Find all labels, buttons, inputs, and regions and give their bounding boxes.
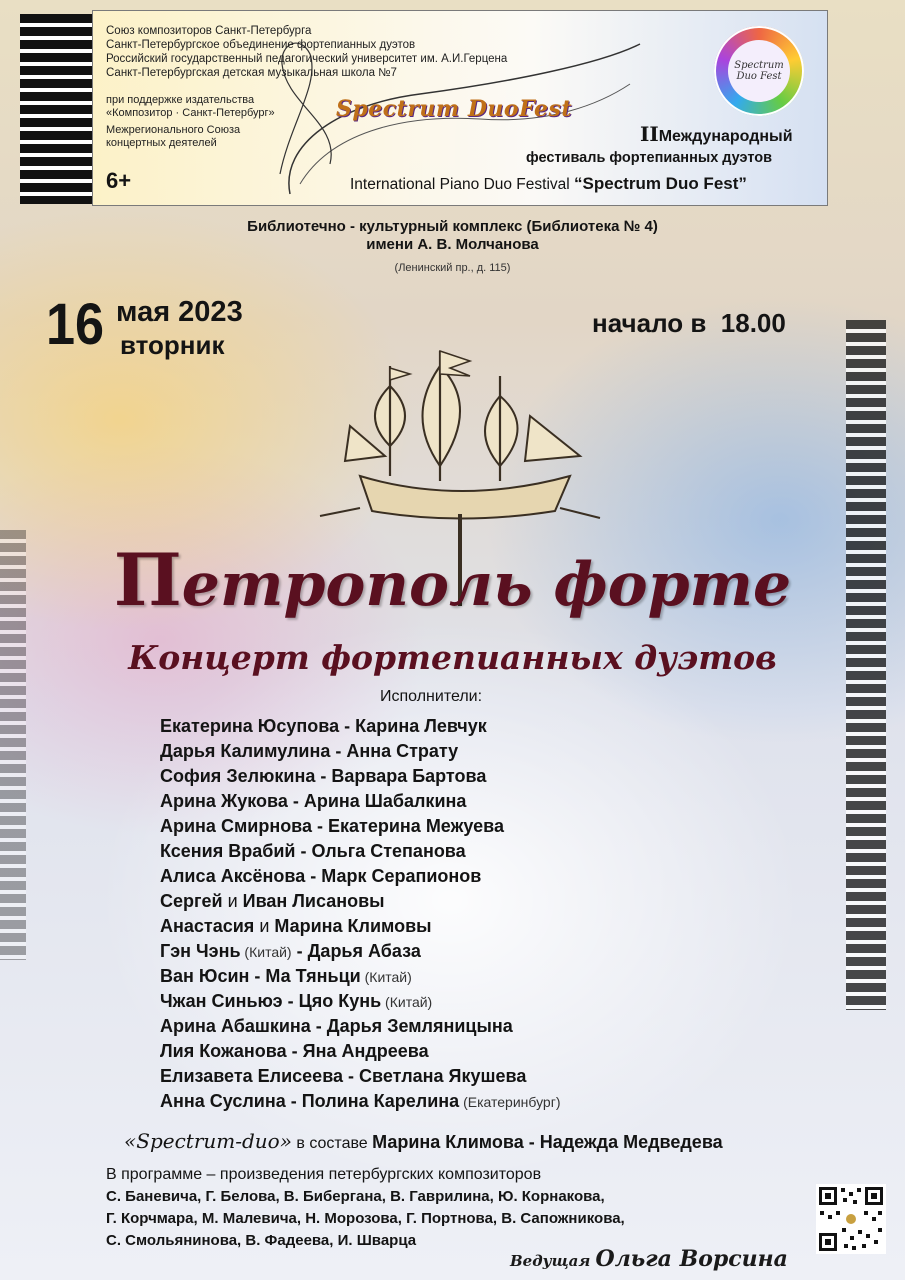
performer-part-conj: и	[222, 891, 243, 911]
performer-line	[160, 1064, 526, 1089]
performer-line	[160, 989, 432, 1014]
performer-part-conj: и	[254, 916, 275, 936]
performer-part-note: (Китай)	[360, 969, 412, 985]
performer-line	[160, 939, 421, 964]
badge-inner	[728, 40, 790, 102]
performer-line	[160, 814, 504, 839]
festival-logo-text: Spectrum DuoFest	[336, 96, 573, 122]
support-line: концертных деятелей	[106, 137, 217, 149]
venue-line1: Библиотечно - культурный комплекс (Библиотека № 4)	[247, 218, 658, 235]
performer-line	[160, 914, 432, 939]
start-time: начало в 18.00	[592, 308, 786, 338]
performers-label: Исполнители:	[380, 688, 483, 705]
performer-line	[160, 789, 466, 814]
festival-badge	[714, 26, 804, 116]
performer-line	[160, 964, 412, 989]
performer-line	[160, 864, 481, 889]
performer-part-a: Арина Смирнова - Екатерина Межуева	[160, 816, 504, 836]
performer-part-a: Екатерина Юсупова - Карина Левчук	[160, 716, 487, 736]
performer-part-a: Анастасия	[160, 916, 255, 936]
age-rating: 6+	[106, 168, 132, 193]
performer-part-a: Арина Жукова - Арина Шабалкина	[160, 791, 467, 811]
performer-part-a: София Зелюкина - Варвара Бартова	[160, 766, 487, 786]
date-day: 16	[46, 292, 105, 357]
date-weekday: вторник	[120, 330, 225, 360]
host-name: Ольга Ворсина	[595, 1246, 788, 1272]
host-label: Ведущая	[510, 1252, 596, 1270]
performer-part-b: Иван Лисановы	[242, 891, 385, 911]
performer-line	[160, 889, 385, 914]
performer-line	[160, 1089, 560, 1114]
duo-middle: в составе	[291, 1135, 373, 1152]
date-month-year: мая 2023	[116, 296, 243, 328]
performer-part-a: Ван Юсин - Ма Тяньци	[160, 966, 361, 986]
festival-numeral: II	[640, 122, 659, 146]
support-line: «Композитор · Санкт-Петербург»	[106, 107, 275, 119]
program-composers-line1: С. Баневича, Г. Белова, В. Бибергана, В. Гаврилина, Ю. Корнакова,	[106, 1188, 605, 1205]
organizers-list	[106, 24, 546, 80]
performer-part-a: Сергей	[160, 891, 223, 911]
concert-title-capital: П	[113, 537, 182, 622]
festival-international: Международный	[658, 128, 793, 145]
badge-text: Spectrum Duo Fest	[734, 60, 784, 82]
support-line: Межрегионального Союза	[106, 124, 241, 136]
performer-part-a: Елизавета Елисеева - Светлана Якушева	[160, 1066, 527, 1086]
performer-part-b: Марина Климовы	[274, 916, 432, 936]
organizer-line: Российский государственный педагогический университет им. А.И.Герцена	[106, 53, 508, 65]
performer-line	[160, 764, 486, 789]
performer-line	[160, 1014, 513, 1039]
concert-title-rest: етрополь форте	[181, 550, 792, 620]
festival-title-en	[350, 174, 747, 194]
duo-name: «Spectrum-duo»	[124, 1129, 292, 1153]
festival-title-line1	[640, 122, 793, 146]
performer-part-a: Чжан Синьюэ - Цяо Кунь	[160, 991, 382, 1011]
venue-line2: имени А. В. Молчанова	[366, 236, 539, 253]
program-intro: В программе – произведения петербургских композиторов	[106, 1166, 542, 1183]
performer-part-a: Дарья Калимулина - Анна Страту	[160, 741, 459, 761]
concert-subtitle: Концерт фортепианных дуэтов	[128, 638, 777, 677]
host-line	[510, 1246, 788, 1272]
spectrum-duo-line	[124, 1126, 723, 1159]
performer-part-note: (Екатеринбург)	[459, 1094, 561, 1110]
performer-part-b: - Дарья Абаза	[291, 941, 421, 961]
performer-line	[160, 839, 466, 864]
organizer-line: Санкт-Петербургская детская музыкальная школа №7	[106, 67, 397, 79]
duo-members: Марина Климова - Надежда Медведева	[372, 1132, 723, 1152]
piano-keys-left-top	[20, 14, 92, 204]
venue-address: (Ленинский пр., д. 115)	[394, 262, 511, 274]
performer-line	[160, 1039, 429, 1064]
performer-part-a: Гэн Чэнь	[160, 941, 241, 961]
performer-part-note: (Китай)	[381, 994, 433, 1010]
performer-part-a: Арина Абашкина - Дарья Земляницына	[160, 1016, 513, 1036]
festival-en-label: International Piano Duo Festival	[350, 176, 575, 193]
performer-part-a: Ксения Врабий - Ольга Степанова	[160, 841, 466, 861]
performer-part-a: Лия Кожанова - Яна Андреева	[160, 1041, 429, 1061]
performer-part-note: (Китай)	[240, 944, 292, 960]
organizer-line: Санкт-Петербургское объединение фортепианных дуэтов	[106, 39, 416, 51]
organizer-line: Союз композиторов Санкт-Петербурга	[106, 25, 312, 37]
festival-en-name: “Spectrum Duo Fest”	[574, 174, 747, 193]
performer-line	[160, 714, 487, 739]
performer-part-a: Алиса Аксёнова - Марк Серапионов	[160, 866, 482, 886]
concert-title	[0, 537, 905, 625]
program-composers-line3: С. Смольянинова, В. Фадеева, И. Шварца	[106, 1232, 417, 1249]
performer-part-a: Анна Суслина - Полина Карелина	[160, 1091, 460, 1111]
performer-line	[160, 739, 458, 764]
qr-code[interactable]	[816, 1184, 886, 1254]
support-line: при поддержке издательства	[106, 94, 255, 106]
support-block	[106, 94, 316, 150]
festival-title-line2: фестиваль фортепианных дуэтов	[526, 150, 773, 166]
program-composers-line2: Г. Корчмара, М. Малевича, Н. Морозова, Г. Портнова, В. Сапожникова,	[106, 1210, 625, 1227]
